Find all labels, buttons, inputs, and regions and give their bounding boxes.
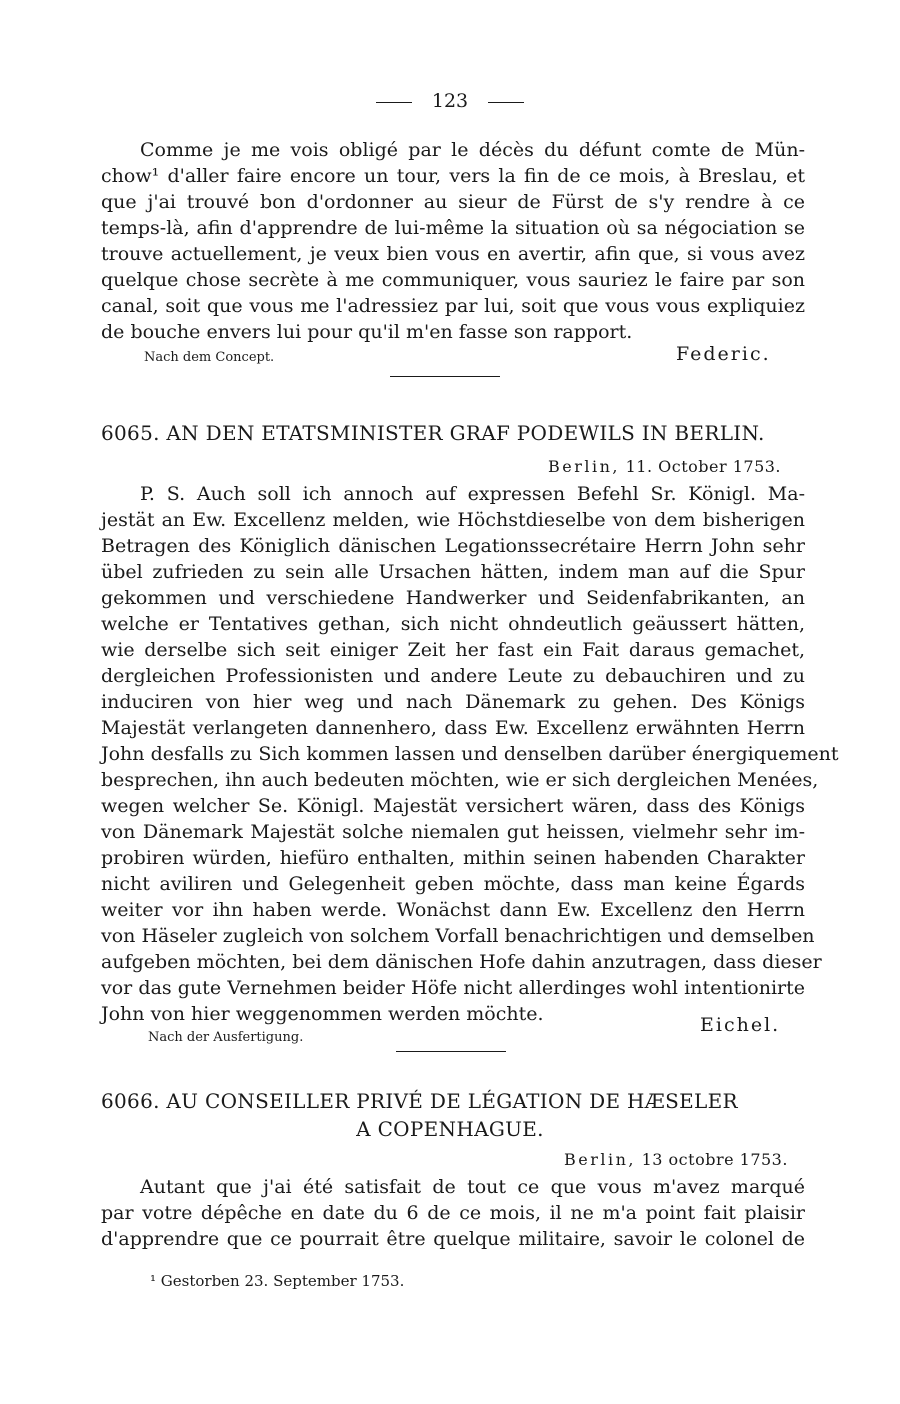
letter-2-line: besprechen, ihn auch bedeuten möchten, wie er sich dergleichen Menées, bbox=[101, 769, 819, 791]
letter-1-line: que j'ai trouvé bon d'ordonner au sieur de Fürst de s'y rendre à ce bbox=[101, 191, 805, 213]
letter-1-line: de bouche envers lui pour qu'il m'en fasse son rapport. bbox=[101, 321, 633, 343]
letter-2-line: welche er Tentatives gethan, sich nicht ohndeutlich geäussert hätten, bbox=[101, 613, 805, 635]
letter-2-line: Betragen des Königlich dänischen Legationssecrétaire Herrn John sehr bbox=[101, 535, 805, 557]
letter-2-line: probiren würden, hiefüro enthalten, mithin seinen habenden Charakter bbox=[101, 847, 805, 869]
header-dash-left bbox=[376, 102, 412, 103]
letter-2-line: übel zufrieden zu sein alle Ursachen hätten, indem man auf die Spur bbox=[101, 561, 805, 583]
letter-2-date: 11. October 1753. bbox=[625, 457, 782, 476]
letter-2-line: von Häseler zugleich von solchem Vorfall benachrichtigen und demselben bbox=[101, 925, 815, 947]
letter-2-line: gekommen und verschiedene Handwerker und Seidenfabrikanten, an bbox=[101, 587, 805, 609]
letter-2-line: aufgeben möchten, bei dem dänischen Hofe dahin anzutragen, dass dieser bbox=[101, 951, 822, 973]
letter-2-line: weiter vor ihn haben werde. Wonächst dann Ew. Excellenz den Herrn bbox=[101, 899, 805, 921]
letter-1-line: chow¹ d'aller faire encore un tour, vers la fin de ce mois, à Breslau, et bbox=[101, 165, 805, 187]
letter-3-line: d'apprendre que ce pourrait être quelque militaire, savoir le colonel de bbox=[101, 1228, 805, 1250]
section-divider bbox=[390, 376, 500, 377]
letter-1-signature: Federic. bbox=[676, 343, 771, 365]
letter-3-date: 13 octobre 1753. bbox=[641, 1150, 788, 1169]
letter-3-line: Autant que j'ai été satisfait de tout ce que vous m'avez marqué bbox=[140, 1176, 805, 1198]
letter-2-line: P. S. Auch soll ich annoch auf expressen Befehl Sr. Königl. Ma- bbox=[140, 483, 805, 505]
letter-1-line: trouve actuellement, je veux bien vous en avertir, afin que, si vous avez bbox=[101, 243, 805, 265]
footnote: ¹ Gestorben 23. September 1753. bbox=[150, 1272, 405, 1290]
letter-1-line: canal, soit que vous me l'adressiez par lui, soit que vous vous expliquiez bbox=[101, 295, 805, 317]
letter-2-line: nicht aviliren und Gelegenheit geben möchte, dass man keine Égards bbox=[101, 873, 805, 895]
letter-3-heading-line-2: A COPENHAGUE. bbox=[356, 1117, 544, 1141]
page-header bbox=[0, 90, 900, 112]
letter-2-line: Majestät verlangeten dannenhero, dass Ew. Excellenz erwähnten Herrn bbox=[101, 717, 805, 739]
letter-1-line: temps-là, afin d'apprendre de lui-même la situation où sa négociation se bbox=[101, 217, 805, 239]
letter-1-line: quelque chose secrète à me communiquer, vous sauriez le faire par son bbox=[101, 269, 805, 291]
letter-1-source: Nach dem Concept. bbox=[144, 350, 275, 365]
section-divider bbox=[396, 1051, 506, 1052]
page-number: 123 bbox=[431, 90, 469, 112]
letter-2-line: wegen welcher Se. Königl. Majestät versichert wären, dass des Königs bbox=[101, 795, 805, 817]
header-dash-right bbox=[488, 102, 524, 103]
letter-2-date-place: Berlin, bbox=[548, 457, 620, 476]
letter-3-date-place: Berlin, bbox=[564, 1150, 636, 1169]
letter-2-line: vor das gute Vernehmen beider Höfe nicht allerdinges wohl intentionirte bbox=[101, 977, 805, 999]
letter-2-line: John von hier weggenommen werden möchte. bbox=[101, 1003, 544, 1025]
letter-2-source: Nach der Ausfertigung. bbox=[148, 1030, 304, 1045]
letter-2-line: von Dänemark Majestät solche niemalen gut heissen, vielmehr sehr im- bbox=[101, 821, 805, 843]
letter-3-heading-line-1: 6066. AU CONSEILLER PRIVÉ DE LÉGATION DE HÆSELER bbox=[101, 1089, 738, 1113]
letter-2-line: jestät an Ew. Excellenz melden, wie Höchstdieselbe von dem bisherigen bbox=[101, 509, 805, 531]
letter-2-line: John desfalls zu Sich kommen lassen und denselben darüber énergiquement bbox=[101, 743, 839, 765]
letter-2-dateline bbox=[548, 457, 781, 476]
letter-2-line: dergleichen Professionisten und andere Leute zu debauchiren und zu bbox=[101, 665, 805, 687]
letter-1-line: Comme je me vois obligé par le décès du défunt comte de Mün- bbox=[140, 139, 805, 161]
letter-3-dateline bbox=[564, 1150, 788, 1169]
letter-2-heading: 6065. AN DEN ETATSMINISTER GRAF PODEWILS IN BERLIN. bbox=[101, 421, 765, 445]
letter-2-line: induciren von hier weg und nach Dänemark zu gehen. Des Königs bbox=[101, 691, 805, 713]
letter-2-line: wie derselbe sich seit einiger Zeit her fast ein Fait daraus gemachet, bbox=[101, 639, 805, 661]
letter-2-signature: Eichel. bbox=[700, 1014, 781, 1036]
letter-3-line: par votre dépêche en date du 6 de ce mois, il ne m'a point fait plaisir bbox=[101, 1202, 805, 1224]
